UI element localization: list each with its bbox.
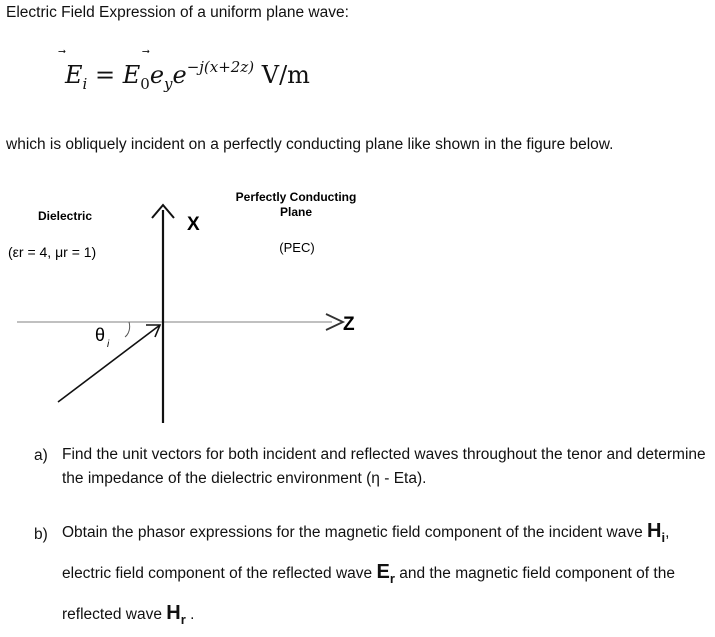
question-a-marker: a) xyxy=(34,447,48,464)
hr-symbol: $H_r$ xyxy=(166,602,186,627)
angle-subscript: i xyxy=(107,339,110,350)
x-axis-label: X xyxy=(187,214,200,235)
unit: V/m xyxy=(261,61,310,89)
amplitude: E xyxy=(122,61,141,89)
pec-label-line2: Plane xyxy=(279,205,313,219)
unit-vector: e xyxy=(149,61,165,89)
exp-base: e xyxy=(172,61,187,89)
question-b-part4: . xyxy=(185,606,195,623)
lhs-subscript: i xyxy=(82,75,88,93)
dielectric-params: (εr = 4, μr = 1) xyxy=(8,244,97,260)
question-b-part3: and the magnetic field component of the reflected wave xyxy=(62,565,675,623)
z-axis-label: Z xyxy=(343,314,355,335)
incidence-figure xyxy=(0,180,715,430)
lhs-symbol: E xyxy=(65,61,83,89)
incident-ray xyxy=(58,325,160,402)
angle-label: θ xyxy=(95,325,106,345)
unit-vector-subscript: y xyxy=(164,75,173,93)
hi-symbol: $H_i$ xyxy=(647,520,666,545)
intro-text: which is obliquely incident on a perfectly conducting plane like shown in the figure below. xyxy=(6,136,614,153)
electric-field-equation xyxy=(65,58,310,93)
angle-arc xyxy=(125,322,130,337)
pec-label-line1: Perfectly Conducting xyxy=(235,190,357,204)
question-a-text: Find the unit vectors for both incident and reflected waves throughout the tenor and determine the impedance of the dielectric environment (η - Eta). xyxy=(62,446,706,487)
dielectric-label: Dielectric xyxy=(38,209,93,223)
heading: Electric Field Expression of a uniform plane wave: xyxy=(6,4,349,21)
amplitude-subscript: 0 xyxy=(140,75,150,93)
question-b-part2: , electric field component of the reflected wave xyxy=(62,524,670,582)
exponent: −j(x+2z) xyxy=(186,58,255,76)
question-b-marker: b) xyxy=(34,526,48,543)
er-symbol: $E_r$ xyxy=(376,561,395,586)
pec-short-label: (PEC) xyxy=(279,240,315,255)
question-b-text xyxy=(62,514,712,637)
equals-sign: = xyxy=(94,61,116,89)
question-b-part1: Obtain the phasor expressions for the magnetic field component of the incident wave xyxy=(62,524,648,541)
